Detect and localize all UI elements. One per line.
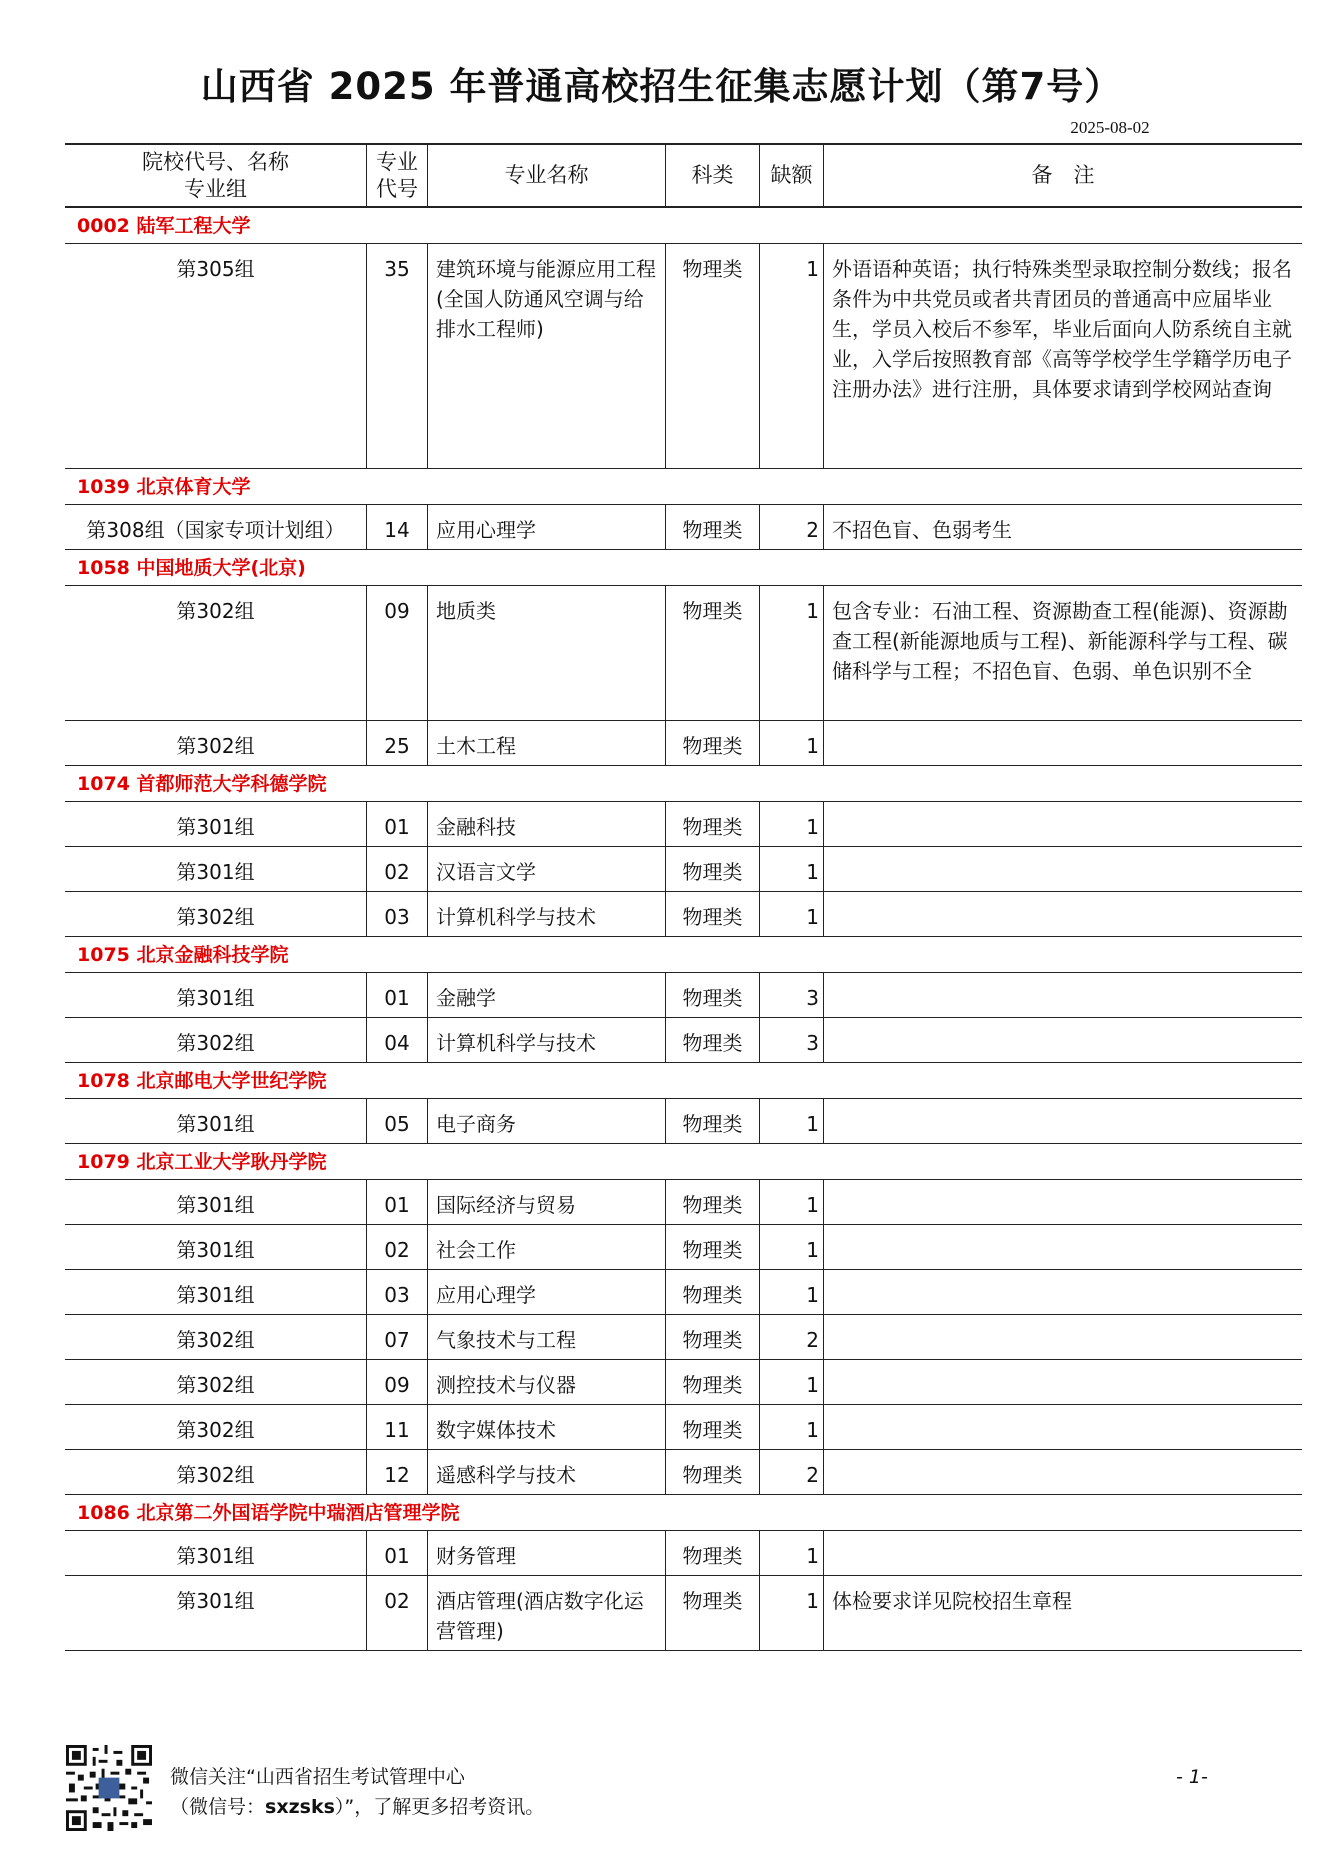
category-cell: 物理类: [666, 505, 760, 549]
major-name-cell: 数字媒体技术: [428, 1405, 666, 1449]
remark-cell: 外语语种英语；执行特殊类型录取控制分数线；报名条件为中共党员或者共青团员的普通高中应届毕业生，学员入校后不参军，毕业后面向人防系统自主就业，入学后按照教育部《高等学校学生学籍学历电子注册办法》进行注册，具体要求请到学校网站查询: [832, 257, 1292, 401]
table-row: [65, 1270, 1302, 1315]
major-code-cell: 11: [367, 1405, 428, 1449]
category-cell: 物理类: [666, 973, 760, 1017]
remark-cell: [824, 1180, 1302, 1224]
major-name-cell: 土木工程: [428, 721, 666, 765]
major-name-cell: 地质类: [428, 586, 666, 720]
category-cell: 物理类: [666, 847, 760, 891]
category-cell: 物理类: [666, 1315, 760, 1359]
major-code-cell: 09: [367, 586, 428, 720]
school-header: 1075 北京金融科技学院: [65, 937, 1302, 973]
table-row: [65, 1576, 1302, 1651]
table-row: [65, 505, 1302, 550]
category-cell: 物理类: [666, 1099, 760, 1143]
vacancy-cell: 2: [760, 1450, 824, 1494]
footer-line-1: 微信关注“山西省招生考试管理中心: [170, 1766, 465, 1788]
major-name-cell: 遥感科学与技术: [428, 1450, 666, 1494]
vacancy-cell: 3: [760, 1018, 824, 1062]
vacancy-cell: 1: [760, 586, 824, 720]
group-cell: 第301组: [65, 1531, 367, 1575]
table-row: [65, 802, 1302, 847]
vacancy-cell: 1: [760, 1531, 824, 1575]
category-cell: 物理类: [666, 1180, 760, 1224]
major-code-cell: 07: [367, 1315, 428, 1359]
remark-cell: [824, 1270, 1302, 1314]
school-header: 1079 北京工业大学耿丹学院: [65, 1144, 1302, 1180]
category-cell: 物理类: [666, 1576, 760, 1650]
major-name-cell: 应用心理学: [428, 1270, 666, 1314]
header-code: 专业 代号: [367, 145, 428, 206]
vacancy-cell: 2: [760, 505, 824, 549]
category-cell: 物理类: [666, 721, 760, 765]
major-name-cell: 计算机科学与技术: [428, 1018, 666, 1062]
table-row: [65, 1405, 1302, 1450]
group-cell: 第302组: [65, 1315, 367, 1359]
footer-line-2: （微信号：sxzsks）”，了解更多招考资讯。: [170, 1796, 545, 1818]
remark-cell: [824, 1405, 1302, 1449]
major-code-cell: 01: [367, 802, 428, 846]
major-code-cell: 05: [367, 1099, 428, 1143]
remark-cell: [824, 802, 1302, 846]
group-cell: 第305组: [65, 244, 367, 468]
category-cell: 物理类: [666, 244, 760, 468]
school-header: 1058 中国地质大学(北京): [65, 550, 1302, 586]
table-row: [65, 1360, 1302, 1405]
table-row: [65, 1225, 1302, 1270]
major-name-cell: 汉语言文学: [428, 847, 666, 891]
vacancy-cell: 1: [760, 1270, 824, 1314]
major-code-cell: 09: [367, 1360, 428, 1404]
category-cell: 物理类: [666, 1225, 760, 1269]
category-cell: 物理类: [666, 1405, 760, 1449]
group-cell: 第302组: [65, 1018, 367, 1062]
major-name-cell: 应用心理学: [428, 505, 666, 549]
header-name: 专业名称: [428, 145, 666, 206]
table-header: [65, 143, 1302, 208]
remark-cell: 包含专业：石油工程、资源勘查工程(能源)、资源勘查工程(新能源地质与工程)、新能源科学与工程、碳储科学与工程；不招色盲、色弱、单色识别不全: [832, 599, 1288, 683]
header-type: 科类: [666, 145, 760, 206]
qr-code-icon: [66, 1745, 152, 1831]
major-name-cell: 金融科技: [428, 802, 666, 846]
major-code-cell: 02: [367, 1576, 428, 1650]
vacancy-cell: 1: [760, 1099, 824, 1143]
remark-cell: [824, 1099, 1302, 1143]
table-row: [65, 1531, 1302, 1576]
category-cell: 物理类: [666, 1270, 760, 1314]
major-code-cell: 25: [367, 721, 428, 765]
table-row: [65, 1018, 1302, 1063]
header-note: 备 注: [1031, 163, 1095, 187]
category-cell: 物理类: [666, 892, 760, 936]
vacancy-cell: 2: [760, 1315, 824, 1359]
table-row: [65, 892, 1302, 937]
major-code-cell: 14: [367, 505, 428, 549]
remark-cell: [824, 1225, 1302, 1269]
school-header: 1039 北京体育大学: [65, 469, 1302, 505]
table-row: [65, 721, 1302, 766]
remark-cell: [824, 1531, 1302, 1575]
group-cell: 第301组: [65, 1270, 367, 1314]
major-code-cell: 03: [367, 1270, 428, 1314]
major-code-cell: 01: [367, 1180, 428, 1224]
table-row: [65, 1315, 1302, 1360]
vacancy-cell: 1: [760, 1405, 824, 1449]
group-cell: 第301组: [65, 973, 367, 1017]
group-cell: 第302组: [65, 1360, 367, 1404]
remark-cell: [824, 721, 1302, 765]
major-name-cell: 气象技术与工程: [428, 1315, 666, 1359]
table-row: [65, 244, 1302, 469]
remark-cell: [824, 892, 1302, 936]
group-cell: 第302组: [65, 1405, 367, 1449]
group-cell: 第301组: [65, 802, 367, 846]
vacancy-cell: 1: [760, 847, 824, 891]
table-row: [65, 973, 1302, 1018]
vacancy-cell: 1: [760, 1360, 824, 1404]
category-cell: 物理类: [666, 802, 760, 846]
group-cell: 第302组: [65, 892, 367, 936]
table-body: [65, 208, 1302, 1651]
major-code-cell: 01: [367, 973, 428, 1017]
category-cell: 物理类: [666, 1450, 760, 1494]
publish-date: 2025-08-02: [1070, 118, 1150, 137]
group-cell: 第302组: [65, 721, 367, 765]
group-cell: 第301组: [65, 1180, 367, 1224]
vacancy-cell: 1: [760, 802, 824, 846]
category-cell: 物理类: [666, 1531, 760, 1575]
school-header: 0002 陆军工程大学: [65, 208, 1302, 244]
category-cell: 物理类: [666, 1360, 760, 1404]
footer-note: [170, 1762, 544, 1822]
major-code-cell: 01: [367, 1531, 428, 1575]
plan-table: [65, 143, 1302, 1651]
school-header: 1078 北京邮电大学世纪学院: [65, 1063, 1302, 1099]
vacancy-cell: 1: [760, 721, 824, 765]
group-cell: 第301组: [65, 1576, 367, 1650]
major-name-cell: 电子商务: [428, 1099, 666, 1143]
header-group: 院校代号、名称 专业组: [65, 145, 367, 206]
major-code-cell: 02: [367, 847, 428, 891]
table-row: [65, 1180, 1302, 1225]
page-title: 山西省 2025 年普通高校招生征集志愿计划（第7号）: [200, 65, 1123, 108]
major-name-cell: 测控技术与仪器: [428, 1360, 666, 1404]
major-name-cell: 计算机科学与技术: [428, 892, 666, 936]
table-row: [65, 586, 1302, 721]
remark-cell: [824, 1018, 1302, 1062]
table-row: [65, 847, 1302, 892]
vacancy-cell: 3: [760, 973, 824, 1017]
major-name-cell: 建筑环境与能源应用工程(全国人防通风空调与给排水工程师): [428, 244, 666, 468]
vacancy-cell: 1: [760, 1225, 824, 1269]
vacancy-cell: 1: [760, 1576, 824, 1650]
major-name-cell: 财务管理: [428, 1531, 666, 1575]
major-name-cell: 社会工作: [428, 1225, 666, 1269]
vacancy-cell: 1: [760, 244, 824, 468]
group-cell: 第301组: [65, 1225, 367, 1269]
vacancy-cell: 1: [760, 892, 824, 936]
page-number: - 1-: [1176, 1766, 1208, 1788]
major-code-cell: 03: [367, 892, 428, 936]
remark-cell: [824, 1315, 1302, 1359]
major-code-cell: 35: [367, 244, 428, 468]
group-cell: 第302组: [65, 1450, 367, 1494]
wechat-id: sxzsks: [265, 1796, 335, 1818]
group-cell: 第301组: [65, 847, 367, 891]
table-row: [65, 1450, 1302, 1495]
category-cell: 物理类: [666, 1018, 760, 1062]
major-code-cell: 02: [367, 1225, 428, 1269]
major-name-cell: 酒店管理(酒店数字化运营管理): [428, 1576, 666, 1650]
header-num: 缺额: [760, 145, 824, 206]
remark-cell: [824, 1450, 1302, 1494]
major-code-cell: 04: [367, 1018, 428, 1062]
vacancy-cell: 1: [760, 1180, 824, 1224]
remark-cell: [824, 1360, 1302, 1404]
table-row: [65, 1099, 1302, 1144]
major-name-cell: 金融学: [428, 973, 666, 1017]
remark-cell: 不招色盲、色弱考生: [832, 518, 1012, 542]
major-name-cell: 国际经济与贸易: [428, 1180, 666, 1224]
group-cell: 第301组: [65, 1099, 367, 1143]
remark-cell: [824, 847, 1302, 891]
major-code-cell: 12: [367, 1450, 428, 1494]
remark-cell: 体检要求详见院校招生章程: [832, 1589, 1072, 1613]
school-header: 1074 首都师范大学科德学院: [65, 766, 1302, 802]
category-cell: 物理类: [666, 586, 760, 720]
school-header: 1086 北京第二外国语学院中瑞酒店管理学院: [65, 1495, 1302, 1531]
group-cell: 第302组: [65, 586, 367, 720]
remark-cell: [824, 973, 1302, 1017]
group-cell: 第308组（国家专项计划组）: [65, 505, 367, 549]
